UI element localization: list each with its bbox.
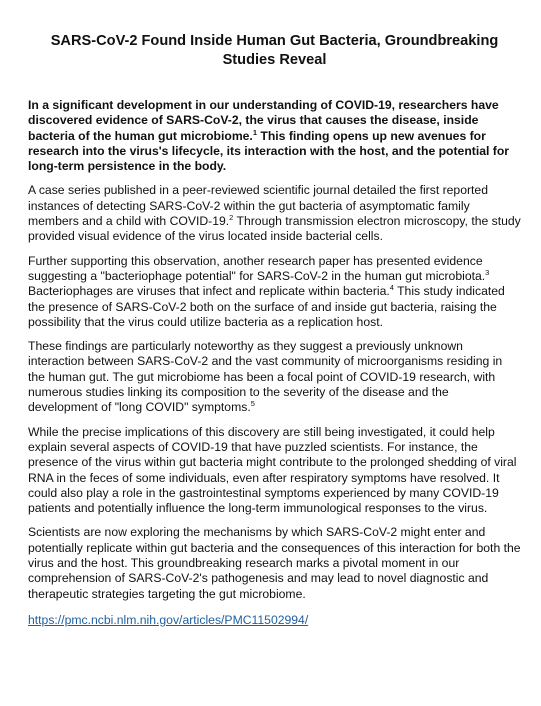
lead-text-continued: This finding opens up new avenues for research into the virus's lifecycle, its interaction with the host, and the potential for long-term persistence in the body.	[28, 128, 510, 174]
paragraph-bacteriophage	[28, 254, 521, 330]
lead-text: In a significant development in our understanding of COVID-19, researchers have discovered evidence of SARS-CoV-2, the virus that causes the disease, inside bacteria of the human gut microbiome.	[28, 98, 499, 143]
paragraph-text: These findings are particularly noteworthy as they suggest a previously unknown interaction between SARS-CoV-2 and the vast community of microorganisms residing in the human gut. The gut microbiome has been a focal point of COVID-19 research, with numerous studies linking its composition to the severity of the disease and the development of "long COVID" symptoms.	[28, 339, 503, 415]
paragraph-text-continued: This study indicated the presence of SARS-CoV-2 both on the surface of and inside gut bacteria, raising the possibility that the virus could utilize bacteria as a replication host.	[28, 284, 505, 329]
paragraph-text-continued: Through transmission electron microscopy, the study provided visual evidence of the virus located inside bacterial cells.	[28, 214, 521, 244]
article-title: SARS-CoV-2 Found Inside Human Gut Bacteria, Groundbreaking Studies Reveal	[50, 33, 499, 68]
paragraph-mechanisms	[28, 525, 521, 601]
footnote-ref: 2	[229, 213, 234, 223]
lead-paragraph	[28, 98, 521, 174]
footnote-ref: 5	[250, 399, 255, 409]
paragraph-text-continued: Bacteriophages are viruses that infect and replicate within bacteria.	[28, 284, 390, 299]
paragraph-text: Scientists are now exploring the mechanisms by which SARS-CoV-2 might enter and potentially replicate within gut bacteria and the consequences of this interaction for both the virus and the host. This groundbreaking research marks a pivotal moment in our comprehension of SARS-CoV-2's pathogenesis and may lead to novel diagnostic and therapeutic strategies targeting the gut microbiome.	[28, 525, 521, 601]
paragraph-case-series	[28, 183, 521, 244]
paragraph-text: Further supporting this observation, another research paper has presented evidence suggesting a "bacteriophage potential" for SARS-CoV-2 in the human gut microbiota.	[28, 253, 486, 283]
paragraph-microbiome	[28, 339, 521, 415]
paragraph-text: While the precise implications of this discovery are still being investigated, it could help explain several aspects of COVID-19 that have puzzled scientists. For instance, the presence of the virus within gut bacteria might contribute to the prolonged shedding of viral RNA in the feces of some individuals, even after respiratory symptoms have resolved. It could also play a role in the gastrointestinal symptoms experienced by many COVID-19 patients and potentially influence the long-term immunological responses to the virus.	[28, 424, 517, 516]
source-link[interactable]: https://pmc.ncbi.nlm.nih.gov/articles/PMC11502994/	[28, 612, 309, 627]
footnote-ref: 3	[485, 267, 490, 277]
paragraph-implications	[28, 425, 521, 517]
paragraph-text: A case series published in a peer-reviewed scientific journal detailed the first reported instances of detecting SARS-CoV-2 within the gut bacteria of asymptomatic family members and a child with COVID-19.	[28, 183, 488, 229]
footnote-ref: 1	[252, 127, 257, 137]
footnote-ref: 4	[389, 283, 394, 293]
